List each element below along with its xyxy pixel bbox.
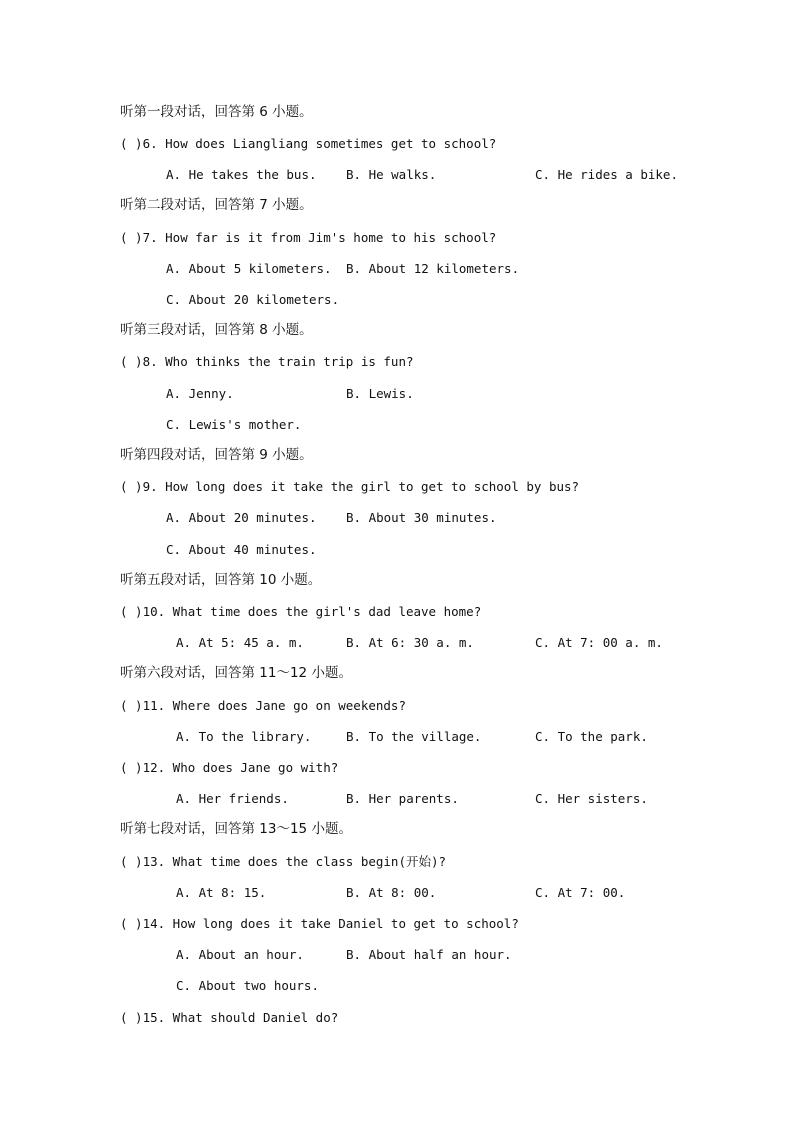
- question-7: ( )7. How far is it from Jim's home to his school?: [120, 230, 497, 245]
- question-13-option-a: A. At 8: 15.: [176, 885, 267, 900]
- question-14-option-a: A. About an hour.: [176, 947, 304, 962]
- question-14: ( )14. How long does it take Daniel to get to school?: [120, 916, 519, 931]
- question-10: ( )10. What time does the girl's dad leave home?: [120, 604, 482, 619]
- section-heading-1: 听第一段对话，回答第 6 小题。: [120, 104, 313, 120]
- section-heading-5: 听第五段对话，回答第 10 小题。: [120, 572, 322, 588]
- section-heading-6: 听第六段对话，回答第 11～12 小题。: [120, 665, 352, 681]
- question-6-option-b: B. He walks.: [346, 167, 437, 182]
- question-11: ( )11. Where does Jane go on weekends?: [120, 698, 406, 713]
- question-8-option-c: C. Lewis's mother.: [166, 417, 302, 432]
- question-9-option-c: C. About 40 minutes.: [166, 542, 317, 557]
- question-11-option-c: C. To the park.: [535, 729, 648, 744]
- question-9-option-a: A. About 20 minutes.: [166, 510, 317, 525]
- question-12-option-b: B. Her parents.: [346, 791, 459, 806]
- question-6-option-a: A. He takes the bus.: [166, 167, 317, 182]
- question-8-option-a: A. Jenny.: [166, 386, 234, 401]
- question-14-option-b: B. About half an hour.: [346, 947, 512, 962]
- question-13-option-b: B. At 8: 00.: [346, 885, 437, 900]
- question-6: ( )6. How does Liangliang sometimes get to school?: [120, 136, 497, 151]
- question-13-option-c: C. At 7: 00.: [535, 885, 626, 900]
- question-10-option-c: C. At 7: 00 a. m.: [535, 635, 663, 650]
- question-14-option-c: C. About two hours.: [176, 978, 319, 993]
- question-7-option-a: A. About 5 kilometers.: [166, 261, 332, 276]
- section-heading-4: 听第四段对话，回答第 9 小题。: [120, 447, 313, 463]
- question-7-option-c: C. About 20 kilometers.: [166, 292, 340, 307]
- question-6-option-c: C. He rides a bike.: [535, 167, 678, 182]
- question-11-option-b: B. To the village.: [346, 729, 482, 744]
- question-8: ( )8. Who thinks the train trip is fun?: [120, 354, 414, 369]
- section-heading-3: 听第三段对话，回答第 8 小题。: [120, 322, 313, 338]
- question-15: ( )15. What should Daniel do?: [120, 1010, 339, 1025]
- section-heading-7: 听第七段对话，回答第 13～15 小题。: [120, 821, 352, 837]
- question-11-option-a: A. To the library.: [176, 729, 312, 744]
- question-7-option-b: B. About 12 kilometers.: [346, 261, 520, 276]
- question-10-option-a: A. At 5: 45 a. m.: [176, 635, 304, 650]
- question-9: ( )9. How long does it take the girl to get to school by bus?: [120, 479, 580, 494]
- question-9-option-b: B. About 30 minutes.: [346, 510, 497, 525]
- section-heading-2: 听第二段对话，回答第 7 小题。: [120, 197, 313, 213]
- question-8-option-b: B. Lewis.: [346, 386, 414, 401]
- question-12: ( )12. Who does Jane go with?: [120, 760, 339, 775]
- question-13: ( )13. What time does the class begin(开始)?: [120, 854, 447, 869]
- question-12-option-a: A. Her friends.: [176, 791, 289, 806]
- question-12-option-c: C. Her sisters.: [535, 791, 648, 806]
- question-10-option-b: B. At 6: 30 a. m.: [346, 635, 474, 650]
